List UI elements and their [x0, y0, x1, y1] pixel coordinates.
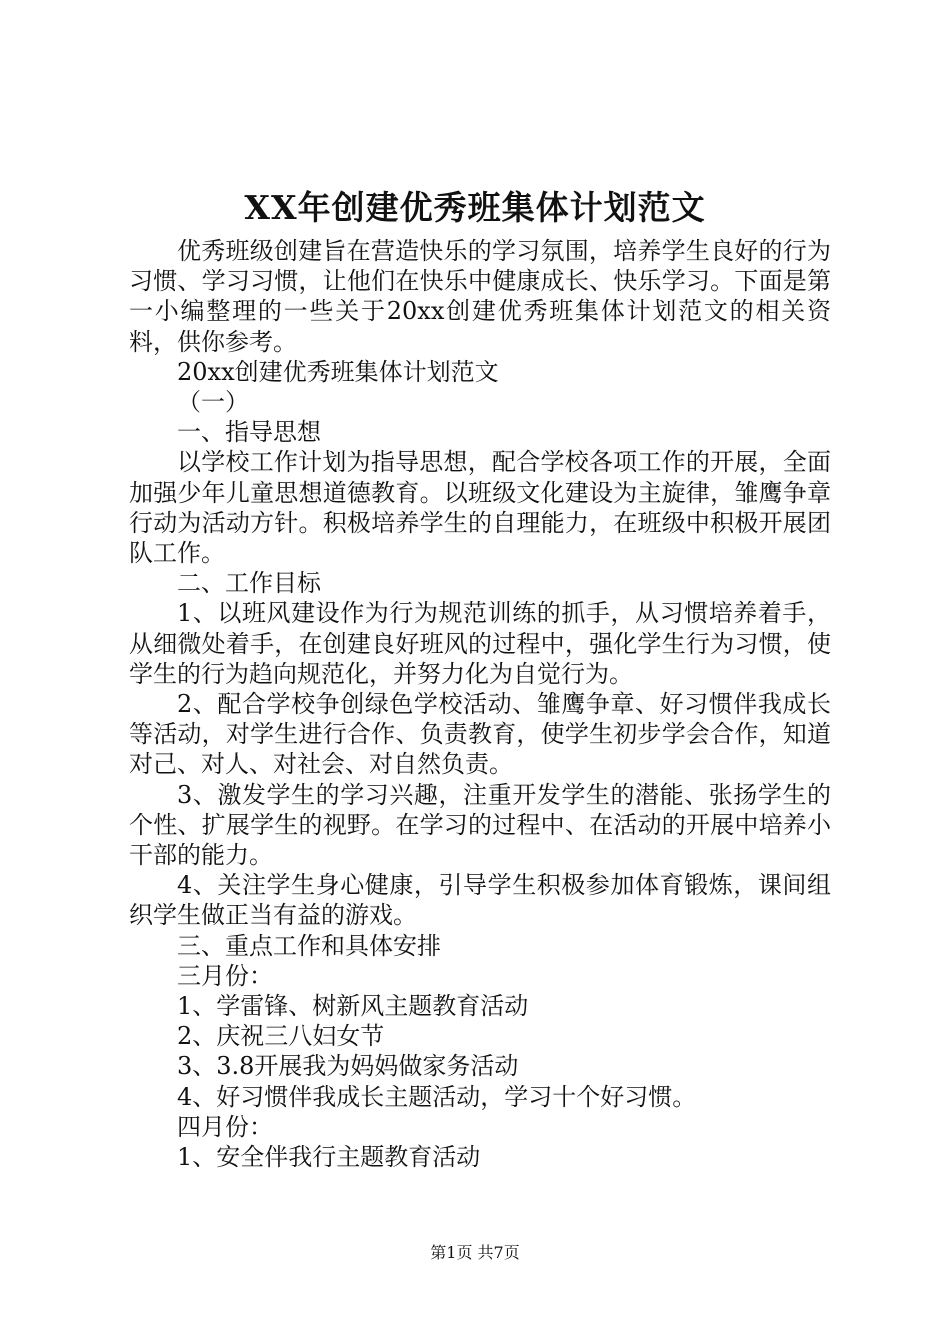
month-march: 三月份：	[177, 961, 273, 990]
heading-work-goals: 二、工作目标	[177, 569, 321, 598]
goal-item-2: 2、配合学校争创绿色学校活动、雏鹰争章、好习惯伴我成长等活动，对学生进行合作、负责教育，使学生初步学会合作，知道对己、对人、对社会、对自然负责。	[129, 690, 831, 779]
goal-item-3: 3、激发学生的学习兴趣，注重开发学生的潜能、张扬学生的个性、扩展学生的视野。在学习的过程中、在活动的开展中培养小干部的能力。	[129, 780, 831, 870]
march-item-1: 1、学雷锋、树新风主题教育活动	[177, 992, 529, 1021]
subtitle-line: 20xx创建优秀班集体计划范文	[177, 357, 499, 386]
march-item-2: 2、庆祝三八妇女节	[177, 1022, 385, 1051]
month-april: 四月份：	[177, 1112, 273, 1141]
document-title: XX年创建优秀班集体计划范文	[244, 188, 706, 227]
march-item-4: 4、好习惯伴我成长主题活动，学习十个好习惯。	[177, 1082, 697, 1111]
heading-guiding-ideology: 一、指导思想	[177, 418, 321, 447]
intro-paragraph: 优秀班级创建旨在营造快乐的学习氛围，培养学生良好的行为习惯、学习习惯，让他们在快乐中健康成长、快乐学习。下面是第一小编整理的一些关于20xx创建优秀班集体计划范文的相关资料，供你参考。	[129, 237, 831, 356]
page-number-footer: 第1页 共7页	[430, 1243, 520, 1262]
april-item-1: 1、安全伴我行主题教育活动	[177, 1143, 481, 1172]
document-body	[129, 236, 831, 1172]
paragraph-guiding-ideology: 以学校工作计划为指导思想，配合学校各项工作的开展，全面加强少年儿童思想道德教育。以班级文化建设为主旋律，雏鹰争章行动为活动方针。积极培养学生的自理能力，在班级中积极开展团队工作。	[129, 448, 831, 568]
goal-item-4: 4、关注学生身心健康，引导学生积极参加体育锻炼，课间组织学生做正当有益的游戏。	[129, 871, 831, 930]
section-number: （一）	[177, 388, 249, 417]
heading-key-work: 三、重点工作和具体安排	[177, 931, 441, 960]
goal-item-1: 1、以班风建设作为行为规范训练的抓手，从习惯培养着手，从细微处着手，在创建良好班风的过程中，强化学生行为习惯，使学生的行为趋向规范化，并努力化为自觉行为。	[129, 599, 831, 688]
march-item-3: 3、3.8开展我为妈妈做家务活动	[177, 1052, 519, 1081]
